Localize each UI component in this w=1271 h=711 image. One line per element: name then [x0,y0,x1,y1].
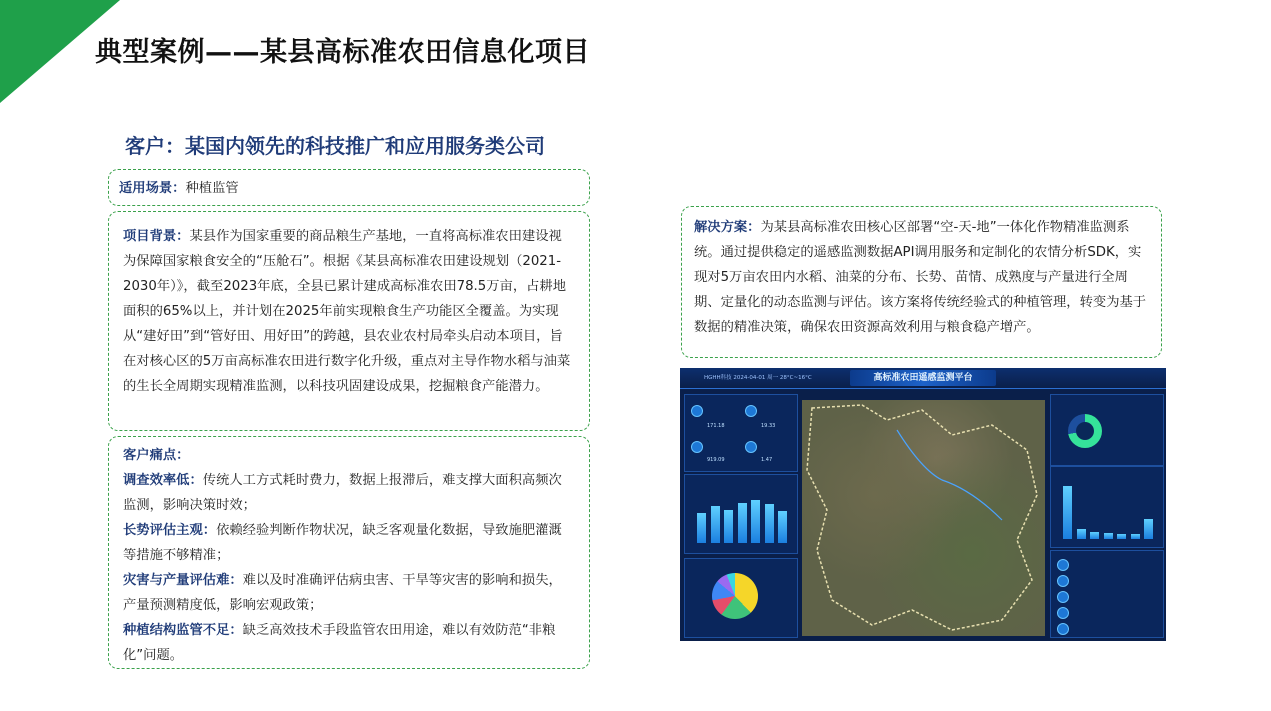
bar [765,504,774,543]
pain-item [123,518,575,568]
scene-label: 适用场景： [119,181,186,196]
background-box [108,211,590,431]
bar [778,511,787,543]
pain-item-text: 依赖经验判断作物状况，缺乏客观量化数据，导致施肥灌溉等措施不够精准； [123,523,562,563]
pain-item-text: 缺乏高效技术手段监管农田用途，难以有效防范“非粮化”问题。 [123,623,556,663]
pain-heading: 客户痛点： [123,448,190,463]
stat-icon [745,441,757,453]
bar [1104,533,1113,539]
stat-value: 171.18 [707,423,725,429]
scene-box [108,169,590,206]
bar-group [1061,481,1156,539]
pain-item [123,468,575,518]
donut-chart [1068,414,1102,448]
bar-panel-right [1050,466,1164,548]
stat-value: 919.09 [707,457,725,463]
bar [1063,486,1072,539]
scene-text: 种植监管 [185,181,239,196]
stat-icon [691,405,703,417]
pain-points-box [108,436,590,669]
bar [1077,529,1086,539]
bar [711,506,720,543]
pain-item [123,568,575,618]
solution-text: 为某县高标准农田核心区部署“空-天-地”一体化作物精准监测系统。通过提供稳定的遥感监测数据API调用服务和定制化的农情分析SDK，实现对5万亩农田内水稻、油菜的分布、长势、苗情、成熟度与产量进行全周期、定量化的动态监测与评估。该方案将传统经验式的种植管理，转变为基于数据的精准决策，确保农田资源高效利用与粮食稳产增产。 [694,220,1147,335]
bar [697,513,706,543]
pain-item-label: 长势评估主观： [123,523,217,538]
alert-icon [1057,591,1069,603]
bar [738,503,747,544]
bar [1144,519,1153,539]
satellite-map [802,400,1045,636]
background-label: 项目背景： [123,229,190,244]
customer-heading: 客户：某国内领先的科技推广和应用服务类公司 [125,134,545,158]
stat-icon [745,405,757,417]
solution-label: 解决方案： [694,220,761,235]
bar-panel-left [684,474,798,554]
crop-pie-chart [712,573,758,619]
stat-value: 1.47 [761,457,773,463]
bar [751,500,760,543]
map-boundary [802,400,1045,636]
alert-icon [1057,607,1069,619]
alert-icon [1057,623,1069,635]
stat-value: 19.33 [761,423,776,429]
pain-item-text: 传统人工方式耗时费力，数据上报滞后，难支撑大面积高频次监测，影响决策时效； [123,473,562,513]
bar [1131,534,1140,539]
stats-panel [684,394,798,472]
dashboard-screenshot [680,368,1166,641]
dashboard-date: HGHH科技 2024-04-01 周一 28°C~16°C [704,375,812,381]
pain-item-label: 灾害与产量评估难： [123,573,243,588]
bar-group [695,489,790,543]
dashboard-title: 高标准农田遥感监测平台 [850,370,996,386]
pain-item [123,618,575,668]
pain-item-label: 种植结构监管不足： [123,623,243,638]
pain-item-text: 难以及时准确评估病虫害、干旱等灾害的影响和损失，产量预测精度低，影响宏观政策； [123,573,562,613]
bar [1117,534,1126,539]
bar [1090,532,1099,539]
stat-icon [691,441,703,453]
pain-item-label: 调查效率低： [123,473,203,488]
solution-box [681,206,1162,358]
bar [724,510,733,543]
background-text: 某县作为国家重要的商品粮生产基地，一直将高标准农田建设视为保障国家粮食安全的“压舱石”。根据《某县高标准农田建设规划（2021-2030年）》，截至2023年底，全县已累计建成高标准农田78.5万亩，占耕地面积的65%以上，并计划在2025年前实现粮食生产功能区全覆盖。为实现从“建好田”到“管好田、用好田”的跨越，县农业农村局牵头启动本项目，旨在对核心区的5万亩高标准农田进行数字化升级，重点对主导作物水稻与油菜的生长全周期实现精准监测，以科技巩固建设成果，挖掘粮食产能潜力。 [123,229,571,394]
alert-icon [1057,559,1069,571]
alert-icon [1057,575,1069,587]
page-title: 典型案例——某县高标准农田信息化项目 [95,37,590,68]
alert-panel [1050,550,1164,638]
